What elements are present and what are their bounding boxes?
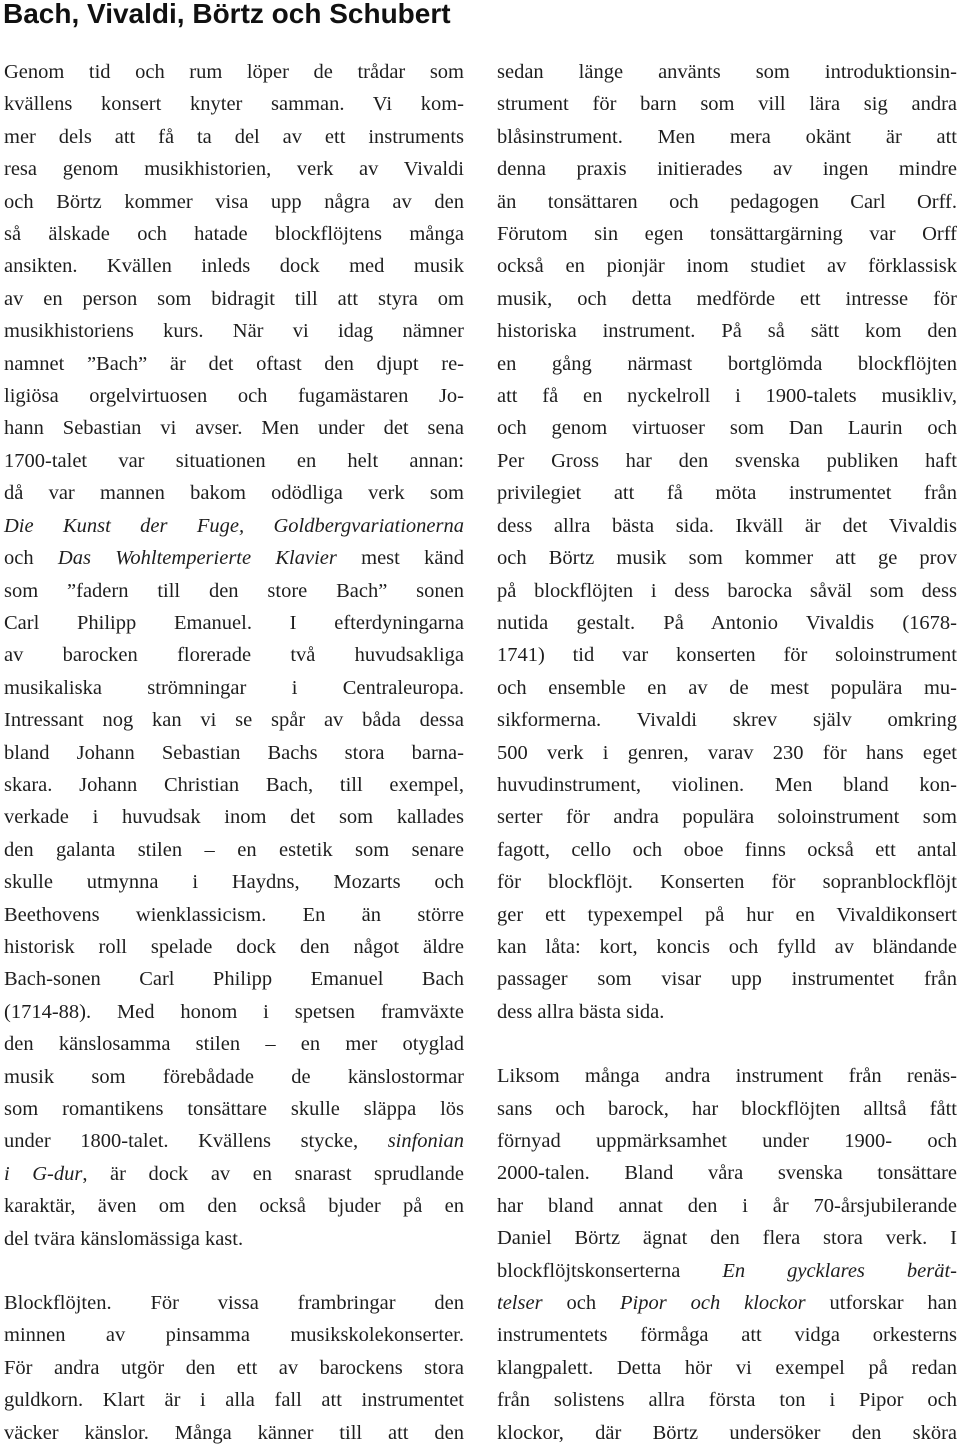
text-line: klockor, där Börtz undersöker den sköra <box>497 1421 957 1444</box>
paragraph-recorder <box>4 1287 464 1449</box>
text-line: musik, och detta medförde ett intresse för <box>497 287 957 310</box>
text-line: ligiösa orgelvirtuosen och fugamästaren Jo- <box>4 385 464 408</box>
text-line: förnyad uppmärksamhet under 1900- och <box>497 1130 957 1152</box>
text-line: instrumentets förmåga att vidga orkesterns <box>497 1324 957 1347</box>
text-line: under 1800-talet. Kvällens stycke, sinfonian <box>4 1130 465 1153</box>
text-line: som ”fadern till den store Bach” sonen <box>4 579 464 602</box>
text-line: denna praxis initierades av ingen mindre <box>497 158 957 181</box>
text-line: Liksom många andra instrument från renäs- <box>497 1065 957 1088</box>
text-line: kan låta: kort, koncis och fylld av bländande <box>497 935 957 958</box>
text-line: blockflöjtskonserterna En gycklares berät- <box>497 1259 957 1282</box>
text-line: blåsinstrument. Men mera okänt är att <box>497 125 957 148</box>
text-line: 500 verk i genren, varav 230 för hans eget <box>497 741 957 764</box>
text-line: För andra utgör den ett av barockens stora <box>4 1356 464 1379</box>
text-line: privilegiet att få möta instrumentet från <box>497 482 957 505</box>
text-line: väcker känslor. Många känner till att den <box>4 1421 464 1444</box>
text-line: som romantikens tonsättare skulle släppa lös <box>4 1098 464 1120</box>
text-line: serter för andra populära soloinstrument som <box>497 806 957 829</box>
text-line: klangpalett. Detta hör vi exempel på redan <box>497 1356 957 1379</box>
text-line: fagott, cello och oboe finns också ett antal <box>497 838 957 861</box>
text-line: också en pionjär inom studiet av förklassisk <box>497 255 957 278</box>
text-line: från solistens allra första ton i Pipor och <box>497 1389 957 1412</box>
text-line: huvudinstrument, violinen. Men bland kon- <box>497 773 957 796</box>
text-line: dess allra bästa sida. Ikväll är det Vivaldis <box>497 514 957 537</box>
text-line: ansikten. Kvällen inleds dock med musik <box>4 255 464 278</box>
work-title: sinfonian <box>387 1130 465 1153</box>
paragraph-history <box>4 56 464 1255</box>
text-line: och genom virtuoser som Dan Laurin och <box>497 417 957 440</box>
text-line: nutida gestalt. På Antonio Vivaldis (1678- <box>497 611 957 634</box>
text-line: så älskade och hatade blockflöjtens många <box>4 223 464 246</box>
paragraph-orff-vivaldi <box>497 56 957 1028</box>
text-line: hann Sebastian vi avser. Men under det sena <box>4 417 464 440</box>
text-line: och Börtz musik som kommer att ge prov <box>497 547 957 570</box>
work-title: Pipor och klockor <box>620 1292 806 1315</box>
text-line: sans och barock, har blockflöjten alltså fått <box>497 1097 957 1120</box>
text-line <box>4 510 464 542</box>
text-line: mer dels att få ta del av ett instruments <box>4 125 464 148</box>
text-line: telser och Pipor och klockor utforskar han <box>497 1292 958 1315</box>
text-line: har bland annat den i år 70-årsjubilerande <box>497 1194 957 1217</box>
text-line: skara. Johann Christian Bach, till exempel, <box>4 773 464 796</box>
text-line: att få en nyckelroll i 1900-talets musikliv, <box>497 385 957 408</box>
text-line: Bach-sonen Carl Philipp Emanuel Bach <box>4 968 464 991</box>
text-line: bland Johann Sebastian Bachs stora barna- <box>4 741 464 764</box>
text-line: musik som förebådade de känslostormar <box>4 1065 464 1088</box>
left-column <box>4 56 464 1449</box>
text-line: på blockflöjten i dess barocka såväl som dess <box>497 579 957 602</box>
text-line: namnet ”Bach” är det oftast den djupt re- <box>4 352 464 375</box>
work-titles: Die Kunst der Fuge, Goldbergvariationerna <box>4 514 464 537</box>
text-line: 1700-talet var situationen en helt annan: <box>4 449 464 472</box>
text-line: verkade i huvudsak inom det som kallades <box>4 806 464 829</box>
work-title: telser <box>497 1292 543 1315</box>
text-line: än tonsättaren och pedagogen Carl Orff. <box>497 190 957 213</box>
text-line: Intressant nog kan vi se spår av båda dessa <box>4 709 464 732</box>
work-title: i G-dur <box>4 1162 83 1185</box>
text-line: Blockflöjten. För vissa frambringar den <box>4 1292 464 1315</box>
work-title: En gycklares berät- <box>722 1259 957 1282</box>
text-line: 2000-talen. Bland våra svenska tonsättare <box>497 1162 957 1185</box>
text-line: musikaliska strömningar i Centraleuropa. <box>4 676 464 699</box>
text-line: guldkorn. Klart är i alla fall att instrumentet <box>4 1389 464 1412</box>
text-line: i G-dur, är dock av en snarast sprudlande <box>4 1162 464 1185</box>
text-line: dess allra bästa sida. <box>497 1000 665 1023</box>
work-title: Das Wohltemperierte Klavier <box>57 547 337 570</box>
text-line: Daniel Börtz ägnat den flera stora verk. I <box>497 1227 957 1250</box>
text-line: en gång närmast bortglömda blockflöjten <box>497 352 957 375</box>
text-line: då var mannen bakom odödliga verk som <box>4 482 464 505</box>
text-line: sikformerna. Vivaldi skrev själv omkring <box>497 709 957 732</box>
text-line: historisk roll spelade dock den något äldre <box>4 935 464 958</box>
right-column <box>497 56 957 1449</box>
text-line: historiska instrument. På så sätt kom den <box>497 320 957 343</box>
article-title: Bach, Vivaldi, Börtz och Schubert <box>3 0 451 29</box>
text-line: resa genom musikhistorien, verk av Vivaldi <box>4 158 464 181</box>
text-line: och ensemble en av de mest populära mu- <box>497 676 957 699</box>
text-line: kvällens konsert knyter samman. Vi kom- <box>4 93 464 116</box>
text-line: musikhistoriens kurs. När vi idag nämner <box>4 320 464 343</box>
text-line: Carl Philipp Emanuel. I efterdyningarna <box>4 611 464 634</box>
text-line: sedan länge använts som introduktionsin- <box>497 61 957 83</box>
text-line: karaktär, även om den också bjuder på en <box>4 1195 464 1218</box>
text-line: Per Gross har den svenska publiken haft <box>497 449 957 472</box>
text-line: strument för barn som vill lära sig andra <box>497 93 957 116</box>
text-line: ger ett typexempel på hur en Vivaldikonsert <box>497 903 957 926</box>
text-line: och Das Wohltemperierte Klavier mest känd <box>4 547 464 570</box>
text-line: för blockflöjt. Konserten för sopranblockflöjt <box>497 871 957 894</box>
text-line: Förutom sin egen tonsättargärning var Orff <box>497 223 957 246</box>
text-line: den känslosamma stilen – en mer otyglad <box>4 1033 464 1056</box>
text-line: och Börtz kommer visa upp några av den <box>4 190 464 213</box>
text-line: av barocken florerade två huvudsakliga <box>4 644 464 667</box>
text-line: Beethovens wienklassicism. En än större <box>4 903 464 926</box>
paragraph-bortz <box>497 1060 957 1449</box>
text-line: den galanta stilen – en estetik som senare <box>4 838 464 861</box>
text-line: minnen av pinsamma musikskolekonserter. <box>4 1324 464 1347</box>
text-line: 1741) tid var konserten för soloinstrument <box>497 644 957 667</box>
text-line: skulle utmynna i Haydns, Mozarts och <box>4 871 464 894</box>
text-line: av en person som bidragit till att styra om <box>4 287 464 310</box>
text-line: (1714-88). Med honom i spetsen framväxte <box>4 1000 464 1023</box>
text-line: passager som visar upp instrumentet från <box>497 968 957 991</box>
text-line: del tvära känslomässiga kast. <box>4 1227 244 1250</box>
text-line: Genom tid och rum löper de trådar som <box>4 61 464 83</box>
